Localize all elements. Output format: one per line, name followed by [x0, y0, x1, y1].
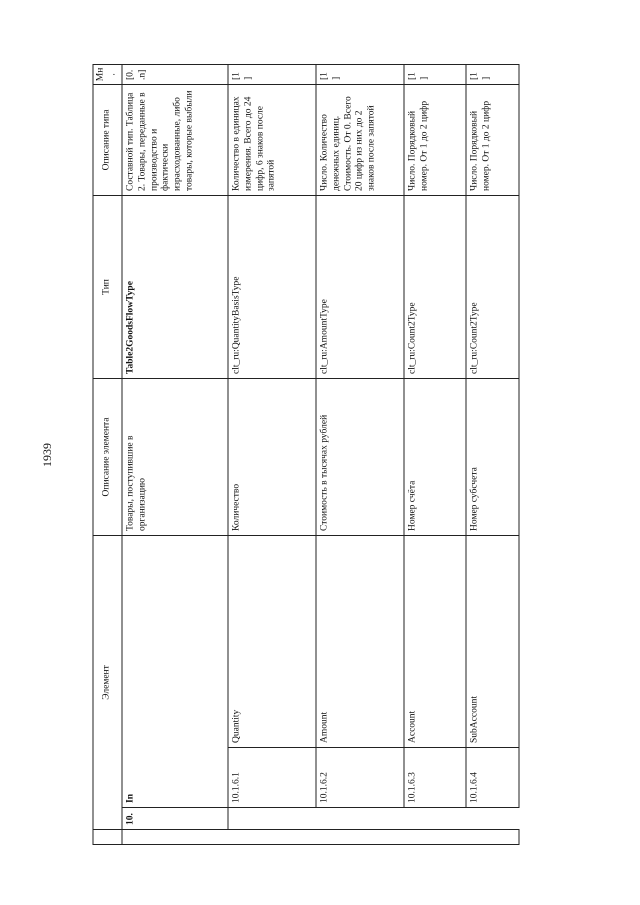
table-header-row: [93, 64, 122, 844]
row-type: clt_ru:Count2Type: [465, 195, 518, 378]
row-type: clt_ru:Count2Type: [403, 195, 465, 378]
row-id: 10.1.6.4: [465, 748, 518, 808]
row-type-description: Число. Порядковый номер. От 1 до 2 цифр: [403, 84, 465, 195]
row-multiplicity: [1]: [465, 64, 518, 84]
row-name: Quantity: [227, 535, 315, 747]
row-indent: [403, 808, 465, 830]
row-type-description: Число. Порядковый номер. От 1 до 2 цифр: [465, 84, 518, 195]
page-number: [32, 445, 62, 465]
row-type-description: Количество в единицах измерения. Всего до 24 цифр, 6 знаков после запятой: [227, 84, 315, 195]
parent-id: 10.: [121, 808, 227, 830]
row-indent: [465, 808, 518, 830]
row-id: 10.1.6.3: [403, 748, 465, 808]
row-id: 10.1.6.1: [227, 748, 315, 808]
row-multiplicity: [1]: [315, 64, 403, 84]
row-name: SubAccount: [465, 535, 518, 747]
header-multiplicity: Мн.: [93, 64, 122, 84]
table-row-parent: [121, 64, 227, 844]
parent-type: Table2GoodsFlowType: [121, 195, 227, 378]
row-gutter: [465, 830, 518, 845]
header-gutter: [93, 830, 122, 845]
row-indent: [315, 808, 403, 830]
row-description: Номер счёта: [403, 378, 465, 535]
page-number-text: 1939: [39, 443, 54, 467]
row-type-description: Число. Количество денежных единиц. Стоимость. От 0. Всего 20 цифр из них до 2 знаков после запятой: [315, 84, 403, 195]
parent-name: In: [121, 535, 227, 807]
header-type: Тип: [93, 195, 122, 378]
row-description: Количество: [227, 378, 315, 535]
row-gutter: [227, 830, 315, 845]
row-description: Стоимость в тысячах рублей: [315, 378, 403, 535]
row-gutter: [403, 830, 465, 845]
row-indent: [227, 808, 315, 830]
table-row: [403, 64, 465, 844]
row-name: Account: [403, 535, 465, 747]
table-container: [92, 65, 519, 845]
table-row: [465, 64, 518, 844]
row-gutter: [315, 830, 403, 845]
table-row: [315, 64, 403, 844]
row-description: Номер субсчета: [465, 378, 518, 535]
rotated-table-frame: [92, 65, 519, 845]
row-type: clt_ru:AmountType: [315, 195, 403, 378]
row-type: clt_ru:QuantityBasisType: [227, 195, 315, 378]
row-gutter: [121, 830, 227, 845]
parent-type-description: Составной тип. Таблица 2. Товары, переданные в производство и фактически израсходованные, либо товары, которые выбыли: [121, 84, 227, 195]
element-table: [92, 64, 519, 845]
header-element-description: Описание элемента: [93, 378, 122, 535]
row-multiplicity: [1]: [403, 64, 465, 84]
row-multiplicity: [1]: [227, 64, 315, 84]
table-row: [227, 64, 315, 844]
row-id: 10.1.6.2: [315, 748, 403, 808]
parent-multiplicity: [0..n]: [121, 64, 227, 84]
parent-description: Товары, поступившие в организацию: [121, 378, 227, 535]
header-type-description: Описание типа: [93, 84, 122, 195]
row-name: Amount: [315, 535, 403, 747]
header-element: Элемент: [93, 535, 122, 829]
